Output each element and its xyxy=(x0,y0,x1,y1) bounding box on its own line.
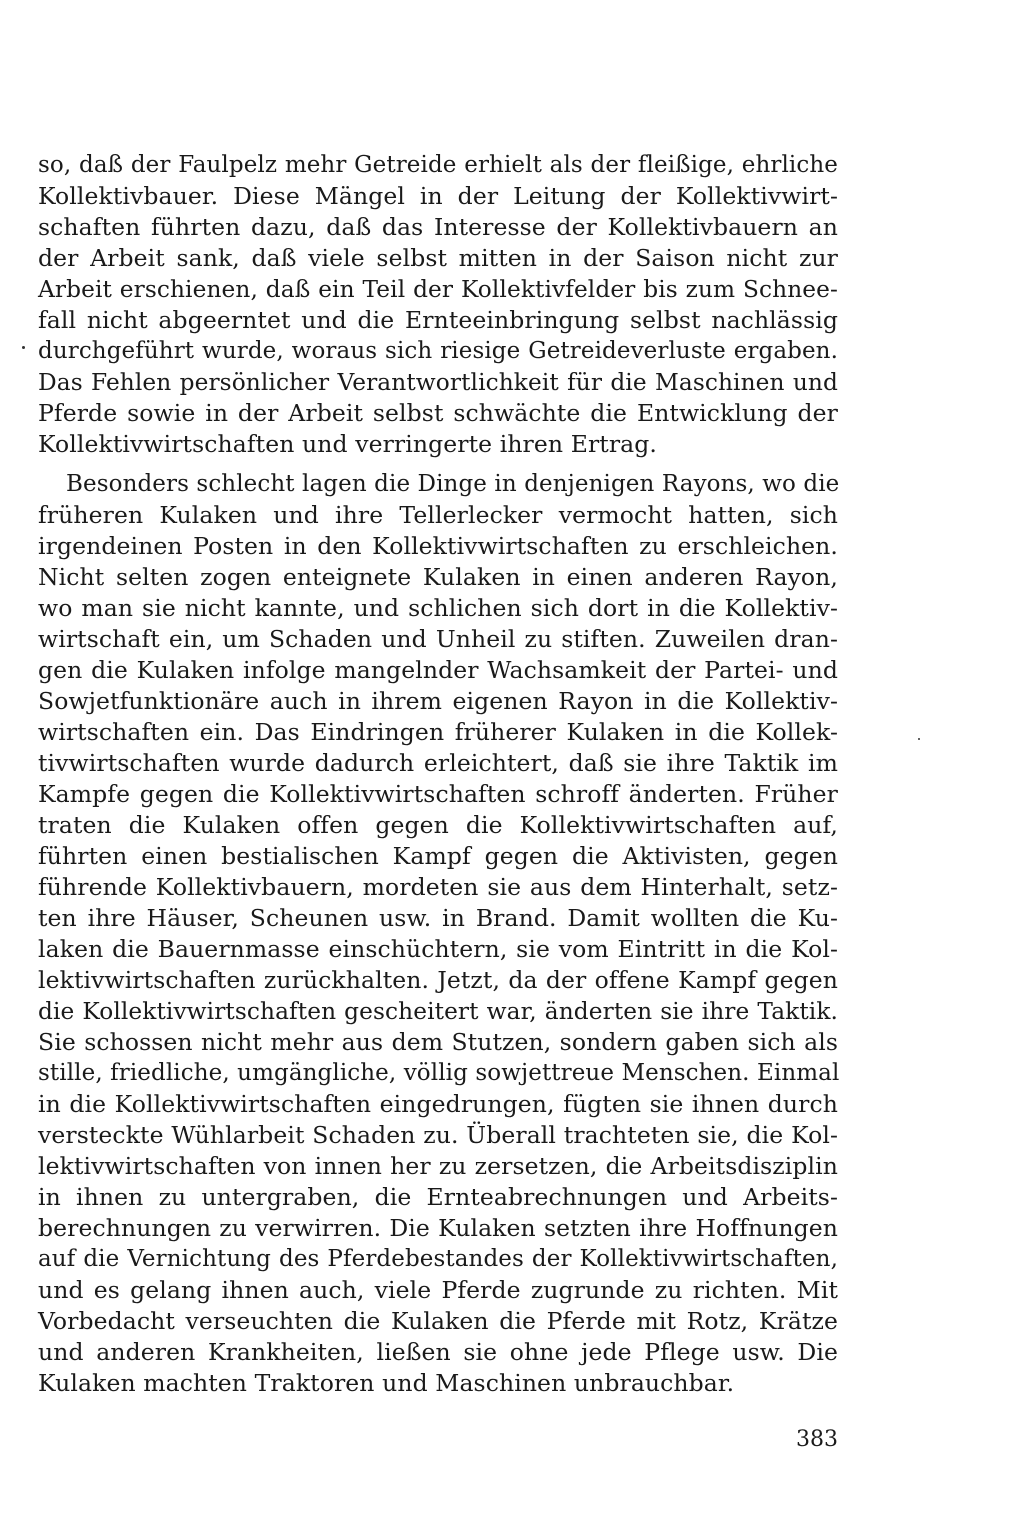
text-line: versteckte Wühlarbeit Schaden zu. Überall trachteten sie, die Kol- xyxy=(38,1121,838,1149)
text-line: lektivwirtschaften zurückhalten. Jetzt, da der offene Kampf gegen xyxy=(38,966,838,994)
text-line: der Arbeit sank, daß viele selbst mitten in der Saison nicht zur xyxy=(38,244,838,272)
text-line: Sie schossen nicht mehr aus dem Stutzen, sondern gaben sich als xyxy=(38,1028,838,1056)
text-line: Nicht selten zogen enteignete Kulaken in einen anderen Rayon, xyxy=(38,563,838,591)
print-speck xyxy=(918,738,920,740)
text-line: Sowjetfunktionäre auch in ihrem eigenen Rayon in die Kollektiv- xyxy=(38,687,838,715)
text-line: ten ihre Häuser, Scheunen usw. in Brand. Damit wollten die Ku- xyxy=(38,904,838,932)
text-line: in ihnen zu untergraben, die Ernteabrechnungen und Arbeits- xyxy=(38,1183,838,1211)
text-line: berechnungen zu verwirren. Die Kulaken setzten ihre Hoffnungen xyxy=(38,1214,838,1242)
text-line: früheren Kulaken und ihre Tellerlecker vermocht hatten, sich xyxy=(38,501,838,529)
text-line: Kampfe gegen die Kollektivwirtschaften schroff änderten. Früher xyxy=(38,780,838,808)
text-line: und anderen Krankheiten, ließen sie ohne jede Pflege usw. Die xyxy=(38,1338,838,1366)
text-line: die Kollektivwirtschaften gescheitert war, änderten sie ihre Taktik. xyxy=(38,998,838,1025)
text-line: führende Kollektivbauern, mordeten sie aus dem Hinterhalt, setz- xyxy=(38,873,838,901)
text-line: Pferde sowie in der Arbeit selbst schwächte die Entwicklung der xyxy=(38,399,838,427)
page-number: 383 xyxy=(796,1427,838,1452)
text-line: durchgeführt wurde, woraus sich riesige Getreideverluste ergaben. xyxy=(38,338,838,364)
text-line: laken die Bauernmasse einschüchtern, sie vom Eintritt in die Kol- xyxy=(38,935,838,963)
text-line: tivwirtschaften wurde dadurch erleichtert, daß sie ihre Taktik im xyxy=(38,749,838,777)
paragraph-gap xyxy=(38,460,838,469)
paragraph xyxy=(38,469,838,1399)
text-line: wirtschaft ein, um Schaden und Unheil zu stiften. Zuweilen dran- xyxy=(38,625,838,653)
text-line: lektivwirtschaften von innen her zu zersetzen, die Arbeitsdisziplin xyxy=(38,1152,838,1180)
text-line: stille, friedliche, umgängliche, völlig sowjettreue Menschen. Einmal xyxy=(38,1060,840,1086)
text-line: fall nicht abgeerntet und die Ernteeinbringung selbst nachlässig xyxy=(38,306,838,334)
text-line: Vorbedacht verseuchten die Kulaken die Pferde mit Rotz, Krätze xyxy=(38,1307,838,1335)
text-line: so, daß der Faulpelz mehr Getreide erhielt als der fleißige, ehrliche xyxy=(38,152,838,178)
text-line: Das Fehlen persönlicher Verantwortlichkeit für die Maschinen und xyxy=(38,369,838,396)
body-text xyxy=(38,150,838,1399)
text-line: schaften führten dazu, daß das Interesse der Kollektivbauern an xyxy=(38,213,838,241)
text-line: wirtschaften ein. Das Eindringen früherer Kulaken in die Kollek- xyxy=(38,718,838,746)
text-line: Kollektivbauer. Diese Mängel in der Leitung der Kollektivwirt- xyxy=(38,182,838,210)
text-line: und es gelang ihnen auch, viele Pferde zugrunde zu richten. Mit xyxy=(38,1276,838,1304)
text-line: traten die Kulaken offen gegen die Kollektivwirtschaften auf, xyxy=(38,811,838,839)
text-line: Besonders schlecht lagen die Dinge in denjenigen Rayons, wo die xyxy=(66,471,840,497)
text-line: Kulaken machten Traktoren und Maschinen unbrauchbar. xyxy=(38,1369,735,1397)
text-line: irgendeinen Posten in den Kollektivwirtschaften zu erschleichen. xyxy=(38,532,838,560)
text-line: Kollektivwirtschaften und verringerte ihren Ertrag. xyxy=(38,430,657,458)
text-line: gen die Kulaken infolge mangelnder Wachsamkeit der Partei- und xyxy=(38,656,838,684)
paragraph xyxy=(38,150,838,460)
text-line: wo man sie nicht kannte, und schlichen sich dort in die Kollektiv- xyxy=(38,594,838,622)
text-line: führten einen bestialischen Kampf gegen die Aktivisten, gegen xyxy=(38,842,838,870)
text-line: in die Kollektivwirtschaften eingedrungen, fügten sie ihnen durch xyxy=(38,1090,838,1118)
text-line: Arbeit erschienen, daß ein Teil der Kollektivfelder bis zum Schnee- xyxy=(38,276,838,303)
text-line: auf die Vernichtung des Pferdebestandes der Kollektivwirtschaften, xyxy=(38,1246,838,1272)
print-speck xyxy=(22,346,25,349)
